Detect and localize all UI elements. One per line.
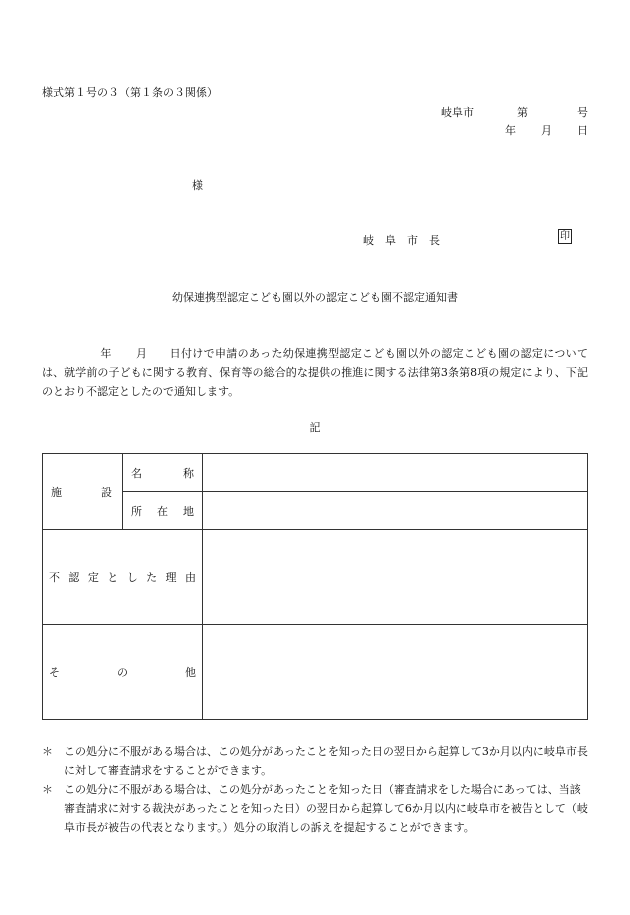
address-label-char: 在	[157, 504, 168, 518]
other-label	[49, 664, 196, 680]
address-label-char: 所	[131, 504, 142, 518]
ki-heading: 記	[309, 421, 321, 434]
other-label-char: の	[117, 666, 128, 679]
issue-date	[505, 122, 588, 138]
doc-number-go: 号	[577, 106, 588, 119]
address-label-cell	[123, 492, 203, 530]
body-text: 日付けで申請のあった幼保連携型認定こども園以外の認定こども園の認定については、就学前の子どもに関する教育、保育等の総合的な提供の推進に関する法律第3条第8項の規定により、下記のとおり不認定としたので通知します。	[42, 347, 589, 398]
address-label	[129, 503, 196, 519]
reason-label-char: し	[126, 571, 138, 584]
note-item	[42, 780, 590, 837]
name-label-char: 称	[183, 466, 194, 480]
note-text: この処分に不服がある場合は、この処分があったことを知った日の翌日から起算して3か月以内に岐阜市長に対して審査請求をすることができます。	[64, 745, 588, 777]
note-mark: ＊	[42, 783, 53, 796]
doc-number-dai: 第	[517, 106, 528, 119]
reason-label-char: 由	[184, 571, 196, 584]
table-row	[43, 492, 588, 530]
reason-label-char: 不	[49, 571, 60, 584]
reason-label-char: た	[146, 571, 158, 584]
reason-label-char: 定	[87, 571, 99, 584]
name-label-char: 名	[131, 466, 142, 480]
note-text: この処分に不服がある場合は、この処分があったことを知った日（審査請求をした場合にあっては、当該審査請求に対する裁決があったことを知った日）の翌日から起算して6か月以内に岐阜市を被告として（岐阜市長が被告の代表となります。）処分の取消しの訴えを提起することができます。	[64, 783, 588, 834]
address-value-cell	[203, 492, 588, 530]
name-label-cell	[123, 454, 203, 492]
date-month: 月	[541, 124, 552, 137]
reason-label-char: 認	[68, 571, 80, 584]
document-number	[441, 104, 588, 120]
form-number: 様式第１号の３（第１条の３関係）	[42, 86, 218, 99]
facility-label-char: 設	[101, 485, 112, 499]
facility-label-cell	[43, 454, 123, 530]
sender-title: 岐 阜 市 長	[363, 234, 440, 247]
reason-label	[49, 569, 196, 585]
other-label-char: そ	[49, 666, 60, 679]
name-label	[129, 465, 196, 481]
addressee-suffix: 様	[192, 179, 203, 192]
reason-label-char: と	[107, 571, 119, 584]
reason-label-char: 理	[165, 571, 177, 584]
table-row	[43, 530, 588, 625]
body-paragraph	[42, 344, 588, 401]
other-value-cell	[203, 625, 588, 720]
other-label-cell	[43, 625, 203, 720]
date-year: 年	[505, 124, 516, 137]
body-year: 年	[100, 347, 112, 360]
date-day: 日	[577, 124, 588, 137]
facility-label	[49, 484, 116, 500]
details-table	[42, 453, 588, 720]
notes	[42, 742, 590, 837]
other-label-char: 他	[185, 666, 196, 679]
doc-number-city: 岐阜市	[441, 106, 474, 119]
note-mark: ＊	[42, 745, 53, 758]
seal-mark: 印	[560, 231, 570, 242]
table-row	[43, 625, 588, 720]
body-month: 月	[135, 347, 148, 360]
address-label-char: 地	[183, 504, 194, 518]
facility-label-char: 施	[51, 485, 62, 499]
table-row	[43, 454, 588, 492]
name-value-cell	[203, 454, 588, 492]
reason-value-cell	[203, 530, 588, 625]
note-item	[42, 742, 590, 780]
reason-label-cell	[43, 530, 203, 625]
document-title: 幼保連携型認定こども園以外の認定こども園不認定通知書	[172, 291, 458, 304]
